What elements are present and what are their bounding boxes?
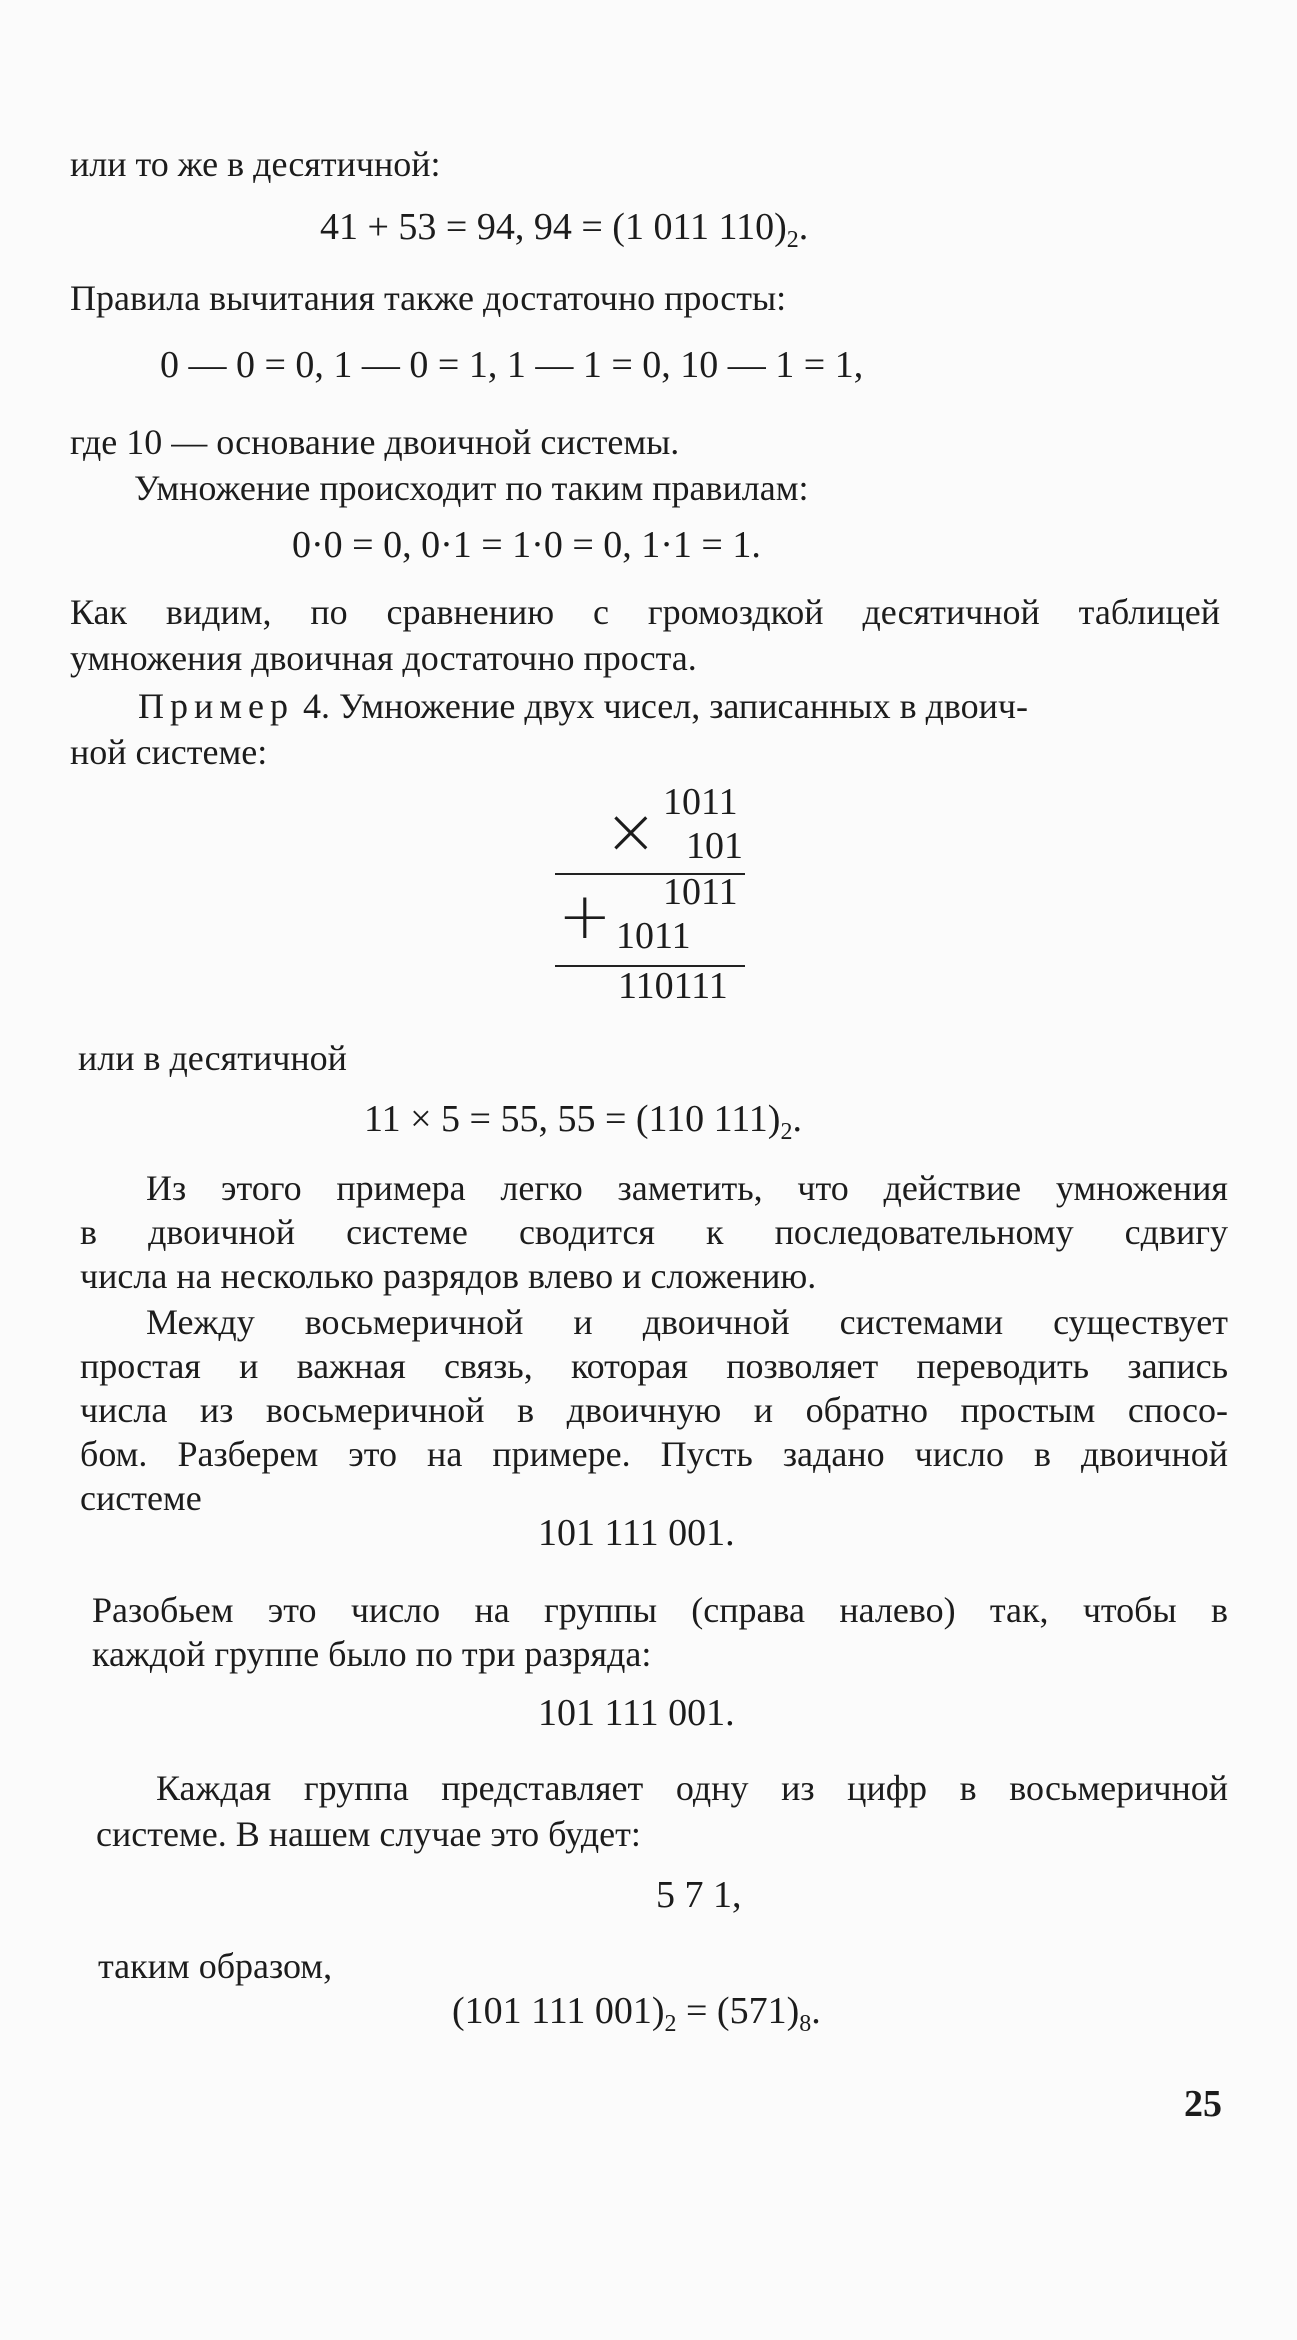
text-line: простая и важная связь, которая позволяет переводить запись <box>80 1346 1228 1386</box>
text-line: ной системе: <box>70 732 268 772</box>
example-label: Пример <box>138 686 295 726</box>
plus-sign: + <box>558 880 612 954</box>
binary-number-grouped: 101 111 001. <box>538 1692 735 1734</box>
subscript: 2 <box>780 1119 793 1145</box>
example-heading-line <box>138 684 1028 728</box>
text-line: системе <box>80 1478 202 1518</box>
octal-digits: 5 7 1, <box>656 1874 742 1916</box>
formula-multiplication-rules: 0·0 = 0, 0·1 = 1·0 = 0, 1·1 = 1. <box>292 524 761 566</box>
text-line: где 10 — основание двоичной системы. <box>70 422 680 462</box>
text-line: в двоичной системе сводится к последовательному сдвигу <box>80 1212 1228 1252</box>
formula-multiplication-check <box>364 1096 802 1155</box>
binary-number: 101 111 001. <box>538 1512 735 1554</box>
subscript: 2 <box>786 227 799 253</box>
text-line: Между восьмеричной и двоичной системами существует <box>146 1302 1228 1342</box>
times-sign: × <box>604 795 658 869</box>
formula-text: = (571) <box>676 1990 800 2032</box>
text-line: или в десятичной <box>78 1038 347 1078</box>
partial-product-1: 1011 <box>663 871 738 913</box>
formula-end: . <box>811 1990 821 2032</box>
text-line: или то же в десятичной: <box>70 144 441 184</box>
page-number: 25 <box>1184 2083 1222 2125</box>
formula-addition-check <box>320 204 808 263</box>
formula-end: . <box>792 1098 802 1140</box>
text-line: умножения двоичная достаточно проста. <box>70 638 697 678</box>
example-text: 4. Умножение двух чисел, записанных в двоич- <box>294 686 1029 726</box>
text-line: таким образом, <box>98 1946 333 1986</box>
text-line: каждой группе было по три разряда: <box>92 1634 652 1674</box>
text-line: бом. Разберем это на примере. Пусть задано число в двоичной <box>80 1434 1228 1474</box>
formula-text: 11 × 5 = 55, 55 = (110 111) <box>364 1098 781 1140</box>
text-line: числа на несколько разрядов влево и сложению. <box>80 1256 817 1296</box>
text-line: Правила вычитания также достаточно просты: <box>70 278 787 318</box>
formula-end: . <box>798 206 809 248</box>
subscript: 2 <box>664 2011 677 2037</box>
text-line: системе. В нашем случае это будет: <box>96 1814 641 1854</box>
text-line: Умножение происходит по таким правилам: <box>134 468 809 508</box>
multiplier: 101 <box>686 825 743 867</box>
formula-conversion-result <box>452 1988 821 2047</box>
text-line: Как видим, по сравнению с громоздкой десятичной таблицей <box>70 592 1220 632</box>
formula-text: (101 111 001) <box>452 1990 665 2032</box>
formula-subtraction-rules: 0 — 0 = 0, 1 — 0 = 1, 1 — 1 = 0, 10 — 1 = 1, <box>160 344 864 386</box>
text-line: числа из восьмеричной в двоичную и обратно простым спосо- <box>80 1390 1228 1430</box>
multiplicand: 1011 <box>663 781 738 823</box>
subscript: 8 <box>799 2011 812 2037</box>
text-line: Из этого примера легко заметить, что действие умножения <box>146 1168 1228 1208</box>
text-line: Разобьем это число на группы (справа налево) так, чтобы в <box>92 1590 1228 1630</box>
formula-text: 41 + 53 = 94, 94 = (1 011 110) <box>320 206 787 248</box>
text-line: Каждая группа представляет одну из цифр в восьмеричной <box>156 1768 1228 1808</box>
product-result: 110111 <box>618 965 728 1007</box>
partial-product-2: 1011 <box>616 915 691 957</box>
